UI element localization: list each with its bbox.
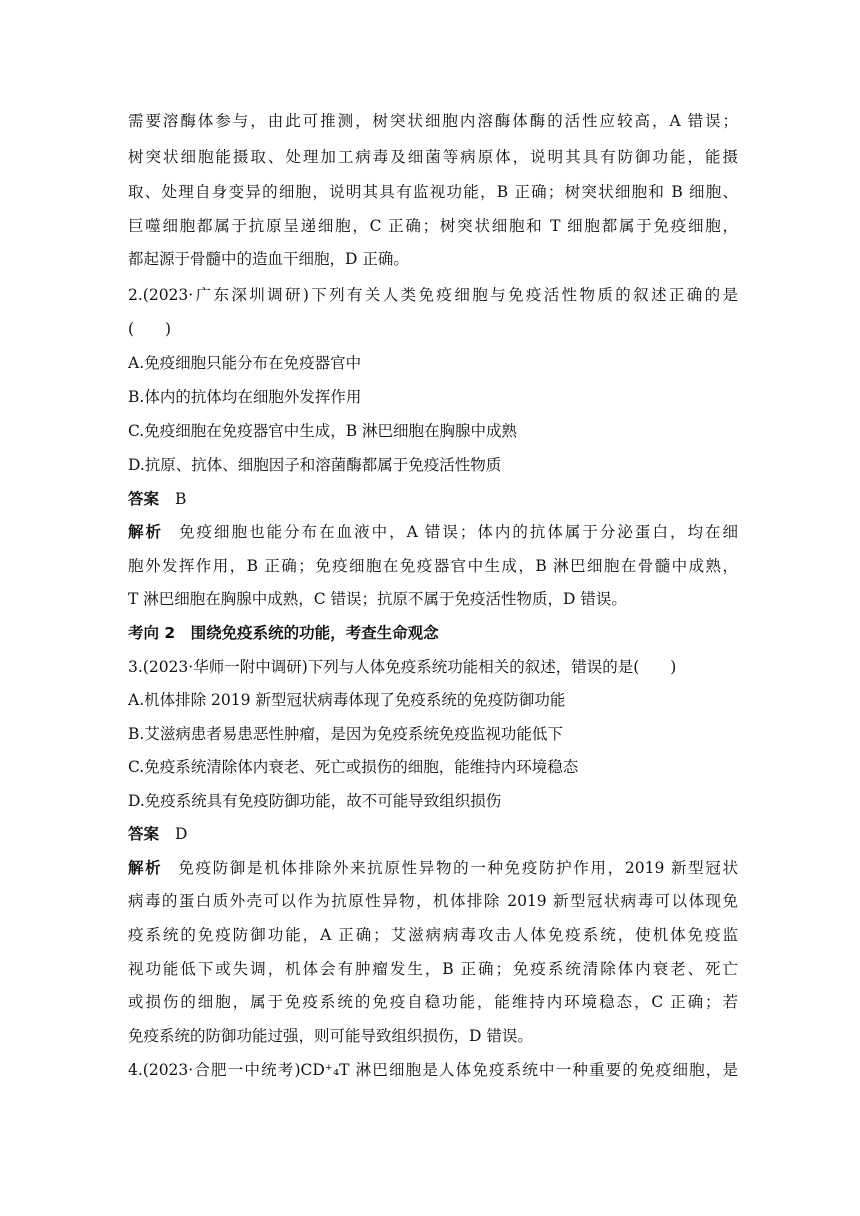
q3-explanation-line: 免疫系统的防御功能过强，则可能导致组织损伤，D 错误。 bbox=[128, 1027, 533, 1045]
q2-stem: 2.(2023·广东深圳调研)下列有关人类免疫细胞与免疫活性物质的叙述正确的是 bbox=[128, 286, 738, 304]
q1-explanation-line: 都起源于骨髓中的造血干细胞，D 正确。 bbox=[128, 250, 409, 268]
explanation-label: 解析 bbox=[128, 523, 164, 541]
q3-option-a: A.机体排除 2019 新型冠状病毒体现了免疫系统的免疫防御功能 bbox=[128, 691, 566, 709]
q2-explanation-first bbox=[128, 521, 738, 543]
q2-option-c: C.免疫细胞在免疫器官中生成，B 淋巴细胞在胸腺中成熟 bbox=[128, 422, 518, 440]
q2-option-d: D.抗原、抗体、细胞因子和溶菌酶都属于免疫活性物质 bbox=[128, 456, 502, 474]
q2-explanation-line: 胞外发挥作用，B 正确；免疫细胞在免疫器官中生成，B 淋巴细胞在骨髓中成熟， bbox=[128, 557, 738, 575]
answer-label: 答案 bbox=[128, 490, 160, 508]
section-heading: 考向 2 围绕免疫系统的功能，考查生命观念 bbox=[128, 624, 439, 642]
q3-option-b: B.艾滋病患者易患恶性肿瘤，是因为免疫系统免疫监视功能低下 bbox=[128, 725, 563, 743]
q2-option-a: A.免疫细胞只能分布在免疫器官中 bbox=[128, 354, 362, 372]
explanation-text: 免疫细胞也能分布在血液中，A 错误；体内的抗体属于分泌蛋白，均在细 bbox=[179, 523, 738, 541]
q4-stem: 4.(2023·合肥一中统考)CD⁺₄T 淋巴细胞是人体免疫系统中一种重要的免疫细胞，是 bbox=[128, 1061, 738, 1079]
q2-explanation-line: T 淋巴细胞在胸腺中成熟，C 错误；抗原不属于免疫活性物质，D 错误。 bbox=[128, 590, 627, 608]
q3-explanation-line: 或损伤的细胞，属于免疫系统的免疫自稳功能，能维持内环境稳态，C 正确；若 bbox=[128, 993, 738, 1011]
q1-explanation-line: 需要溶酶体参与，由此可推测，树突状细胞内溶酶体酶的活性应较高，A 错误； bbox=[128, 112, 738, 130]
q3-answer bbox=[128, 823, 738, 845]
explanation-text: 免疫防御是机体排除外来抗原性异物的一种免疫防护作用，2019 新型冠状 bbox=[178, 859, 738, 877]
q2-option-b: B.体内的抗体均在细胞外发挥作用 bbox=[128, 388, 362, 406]
q1-explanation-line: 巨噬细胞都属于抗原呈递细胞，C 正确；树突状细胞和 T 细胞都属于免疫细胞， bbox=[128, 217, 738, 235]
q3-explanation-line: 视功能低下或失调，机体会有肿瘤发生，B 正确；免疫系统清除体内衰老、死亡 bbox=[128, 960, 738, 978]
q3-explanation-first bbox=[128, 857, 738, 879]
answer-value: D bbox=[175, 825, 188, 843]
q3-option-d: D.免疫系统具有免疫防御功能，故不可能导致组织损伤 bbox=[128, 792, 502, 810]
answer-label: 答案 bbox=[128, 825, 160, 843]
q3-option-c: C.免疫系统清除体内衰老、死亡或损伤的细胞，能维持内环境稳态 bbox=[128, 758, 579, 776]
q2-answer bbox=[128, 488, 738, 510]
answer-value: B bbox=[175, 490, 187, 508]
q3-stem: 3.(2023·华师一附中调研)下列与人体免疫系统功能相关的叙述，错误的是( ) bbox=[128, 658, 677, 676]
q3-explanation-line: 病毒的蛋白质外壳可以作为抗原性异物，机体排除 2019 新型冠状病毒可以体现免 bbox=[128, 892, 738, 910]
q1-explanation-line: 取、处理自身变异的细胞，说明其具有监视功能，B 正确；树突状细胞和 B 细胞、 bbox=[128, 183, 738, 201]
explanation-label: 解析 bbox=[128, 859, 163, 877]
q3-explanation-line: 疫系统的免疫防御功能，A 正确；艾滋病病毒攻击人体免疫系统，使机体免疫监 bbox=[128, 926, 738, 944]
q1-explanation-line: 树突状细胞能摄取、处理加工病毒及细菌等病原体，说明其具有防御功能，能摄 bbox=[128, 148, 738, 166]
q2-bracket: ( ) bbox=[128, 320, 172, 338]
